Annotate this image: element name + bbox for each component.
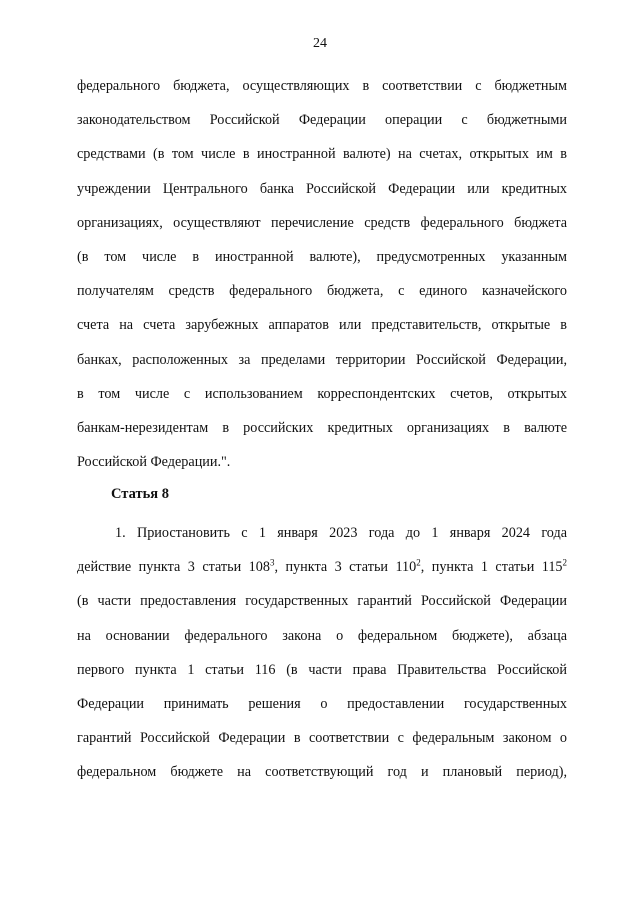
text-line: 1. Приостановить с 1 января 2023 года до 1 января 2024 года [115,525,567,541]
text-line: законодательством Российской Федерации операции с бюджетными [77,112,567,129]
text-line: Российской Федерации.". [77,454,231,471]
text-line: банкам-нерезидентам в российских кредитных организациях в валюте [77,420,567,437]
text-line: банках, расположенных за пределами территории Российской Федерации, [77,351,567,368]
text-line: (в том числе в иностранной валюте), предусмотренных указанным [77,249,567,266]
text-line: организациях, осуществляют перечисление средств федерального бюджета [77,214,567,231]
text-line: учреждении Центрального банка Российской Федерации или кредитных [77,180,567,197]
text-line: (в части предоставления государственных гарантий Российской Федерации [77,593,567,610]
text-line: гарантий Российской Федерации в соответствии с федеральным законом о [77,730,567,747]
superscript: 2 [562,557,568,568]
text-fragment: действие пункта 3 статьи 108 [77,559,270,576]
text-line: на основании федерального закона о федеральном бюджете), абзаца [77,627,567,644]
text-line: первого пункта 1 статьи 116 (в части права Правительства Российской [77,661,567,678]
paragraph-continuation [77,69,567,479]
page-number: 24 [313,36,327,51]
text-fragment: , пункта 1 статьи 115 [420,559,563,576]
text-fragment: , пункта 3 статьи 110 [274,559,417,576]
superscript: 3 [269,557,275,568]
text-line [77,550,567,584]
article-8-paragraph [77,516,567,790]
text-line: средствами (в том числе в иностранной валюте) на счетах, открытых им в [77,146,567,163]
text-line: получателям средств федерального бюджета, с единого казначейского [77,283,567,300]
text-line: федеральном бюджете на соответствующий год и плановый период), [77,764,567,781]
text-line: счета на счета зарубежных аппаратов или представительств, открытые в [77,317,567,334]
text-line: федерального бюджета, осуществляющих в соответствии с бюджетным [77,78,567,94]
text-line: в том числе с использованием корреспондентских счетов, открытых [77,385,567,402]
text-line: Федерации принимать решения о предоставлении государственных [77,696,567,713]
article-heading: Статья 8 [111,486,169,502]
superscript: 2 [416,557,421,568]
